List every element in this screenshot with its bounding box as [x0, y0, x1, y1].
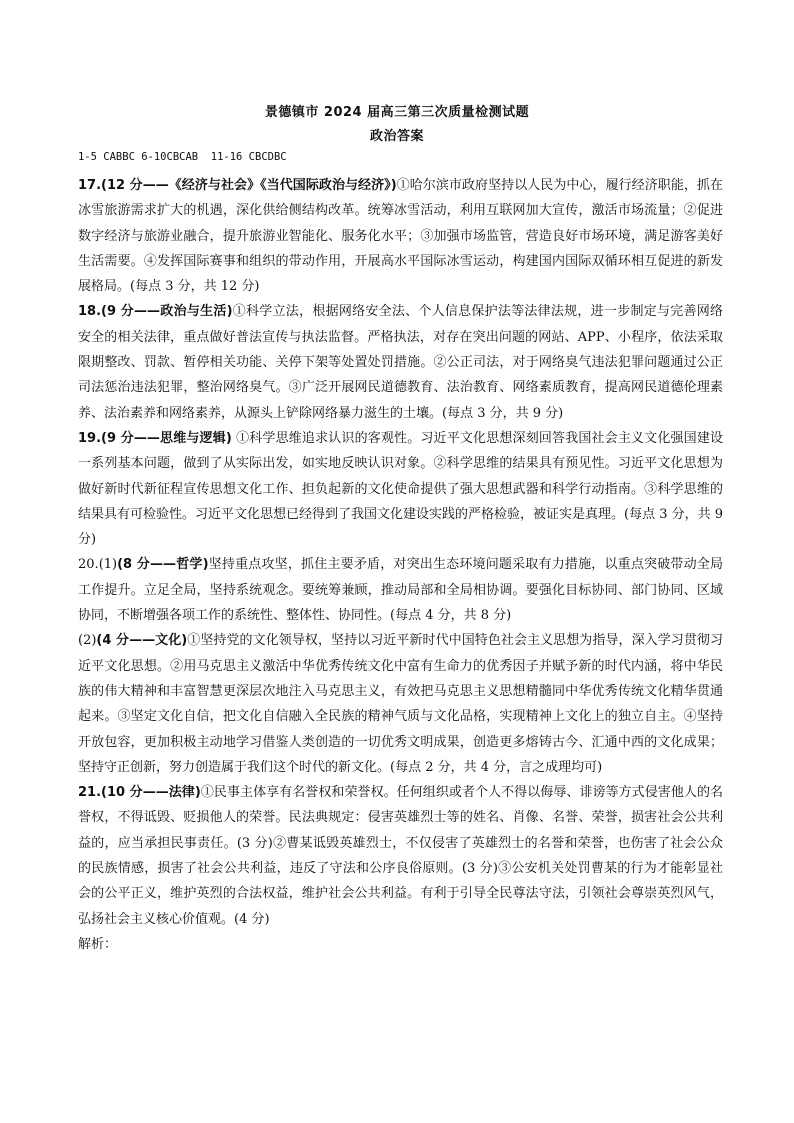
- question-20-number: 20.: [78, 557, 99, 573]
- multiple-choice-answer-key: 1-5 CABBC 6-10CBCAB 11-16 CBCDBC: [78, 151, 287, 163]
- question-20-part-2: [78, 628, 723, 780]
- question-21-text: ①民事主体享有名誉权和荣誉权。任何组织或者个人不得以侮辱、诽谤等方式侵害他人的名誉权，不得诋毁、贬损他人的荣誉。民法典规定：侵害英雄烈士等的姓名、肖像、名誉、荣誉，损害社会公共利益的，应当承担民事责任。(3 分)②曹某诋毁英雄烈士，不仅侵害了英雄烈士的名誉和荣誉，也伤害了社会公众的民族情感，损害了社会公共利益，违反了守法和公序良俗原则。(3 分)③公安机关处罚曹某的行为才能彰显社会的公平正义，维护英烈的合法权益，维护社会公共利益。有利于引导全民尊法守法，引领社会尊崇英烈风气，弘扬社会主义核心价值观。(4 分): [78, 785, 723, 927]
- question-20-1-prefix: (1): [98, 557, 118, 573]
- question-20-2-prefix: (2): [78, 633, 97, 649]
- document-title: 景德镇市 2024 届高三第三次质量检测试题: [264, 105, 530, 120]
- question-21-heading: (10 分——法律): [101, 785, 201, 801]
- question-18-heading: (9 分——政治与生活): [101, 304, 233, 320]
- question-17-heading: (12 分——《经济与社会》《当代国际政治与经济》): [101, 178, 397, 193]
- analysis-label: 解析：: [78, 936, 118, 952]
- question-20-1-heading: (8 分——哲学): [117, 557, 209, 573]
- question-20-2-heading: (4 分——文化): [96, 633, 188, 649]
- question-17: [78, 173, 723, 299]
- question-20-2-text: ①坚持党的文化领导权，坚持以习近平新时代中国特色社会主义思想为指导，深入学习贯彻习近平文化思想。②用马克思主义激活中华优秀传统文化中富有生命力的优秀因子并赋予新的时代内涵，将中华民族的伟大精神和丰富智慧更深层次地注入马克思主义，有效把马克思主义思想精髓同中华优秀传统文化精华贯通起来。③坚定文化自信，把文化自信融入全民族的精神气质与文化品格，实现精神上文化上的独立自主。④坚持开放包容，更加积极主动地学习借鉴人类创造的一切优秀文明成果，创造更多熔铸古今、汇通中西的文化成果；坚持守正创新，努力创造属于我们这个时代的新文化。(每点 2 分，共 4 分，言之成理均可): [78, 633, 723, 775]
- question-18-number: 18.: [78, 304, 102, 320]
- question-19-number: 19.: [78, 430, 102, 446]
- question-21: [78, 780, 723, 932]
- question-20-part-1: [78, 552, 723, 628]
- question-20-1-text: 坚持重点攻坚，抓住主要矛盾，对突出生态环境问题采取有力措施，以重点突破带动全局工作提升。立足全局，坚持系统观念。要统筹兼顾，推动局部和全局相协调。要强化目标协同、部门协同、区域协同，不断增强各项工作的系统性、整体性、协同性。(每点 4 分，共 8 分): [78, 557, 723, 624]
- answer-body: [78, 173, 723, 957]
- question-17-text: ①哈尔滨市政府坚持以人民为中心，履行经济职能，抓在冰雪旅游需求扩大的机遇，深化供给侧结构改革。统筹冰雪活动，利用互联网加大宣传，激活市场流量；②促进数字经济与旅游业融合，提升旅游业智能化、服务化水平；③加强市场监管，营造良好市场环境，满足游客美好生活需要。④发挥国际赛事和组织的带动作用，开展高水平国际冰雪运动，构建国内国际双循环相互促进的新发展格局。(每点 3 分，共 12 分): [78, 178, 723, 295]
- question-19-text: ①科学思维追求认识的客观性。习近平文化思想深刻回答我国社会主义文化强国建设一系列基本问题，做到了从实际出发，如实地反映认识对象。②科学思维的结果具有预见性。习近平文化思想为做好新时代新征程宣传思想文化工作、担负起新的文化使命提供了强大思想武器和科学行动指南。③科学思维的结果具有可检验性。习近平文化思想已经得到了我国文化建设实践的严格检验，被证实是真理。(每点 3 分，共 9 分): [78, 430, 724, 548]
- question-21-number: 21.: [78, 785, 102, 801]
- question-19-heading: (9 分——思维与逻辑): [101, 430, 232, 446]
- question-17-number: 17.: [78, 178, 102, 193]
- question-18: [78, 299, 723, 425]
- question-19: [78, 426, 723, 552]
- document-subtitle: 政治答案: [369, 129, 424, 144]
- question-18-text: ①科学立法，根据网络安全法、个人信息保护法等法律法规，进一步制定与完善网络安全的相关法律，重点做好普法宣传与执法监督。严格执法，对存在突出问题的网站、APP、小程序，依法采取限期整改、罚款、暂停相关功能、关停下架等处置处罚措施。②公正司法，对于网络臭气违法犯罪问题通过公正司法惩治违法犯罪，整治网络臭气。③广泛开展网民道德教育、法治教育、网络素质教育，提高网民道德伦理素养、法治素养和网络素养，从源头上铲除网络暴力滋生的土壤。(每点 3 分，共 9 分): [78, 304, 723, 421]
